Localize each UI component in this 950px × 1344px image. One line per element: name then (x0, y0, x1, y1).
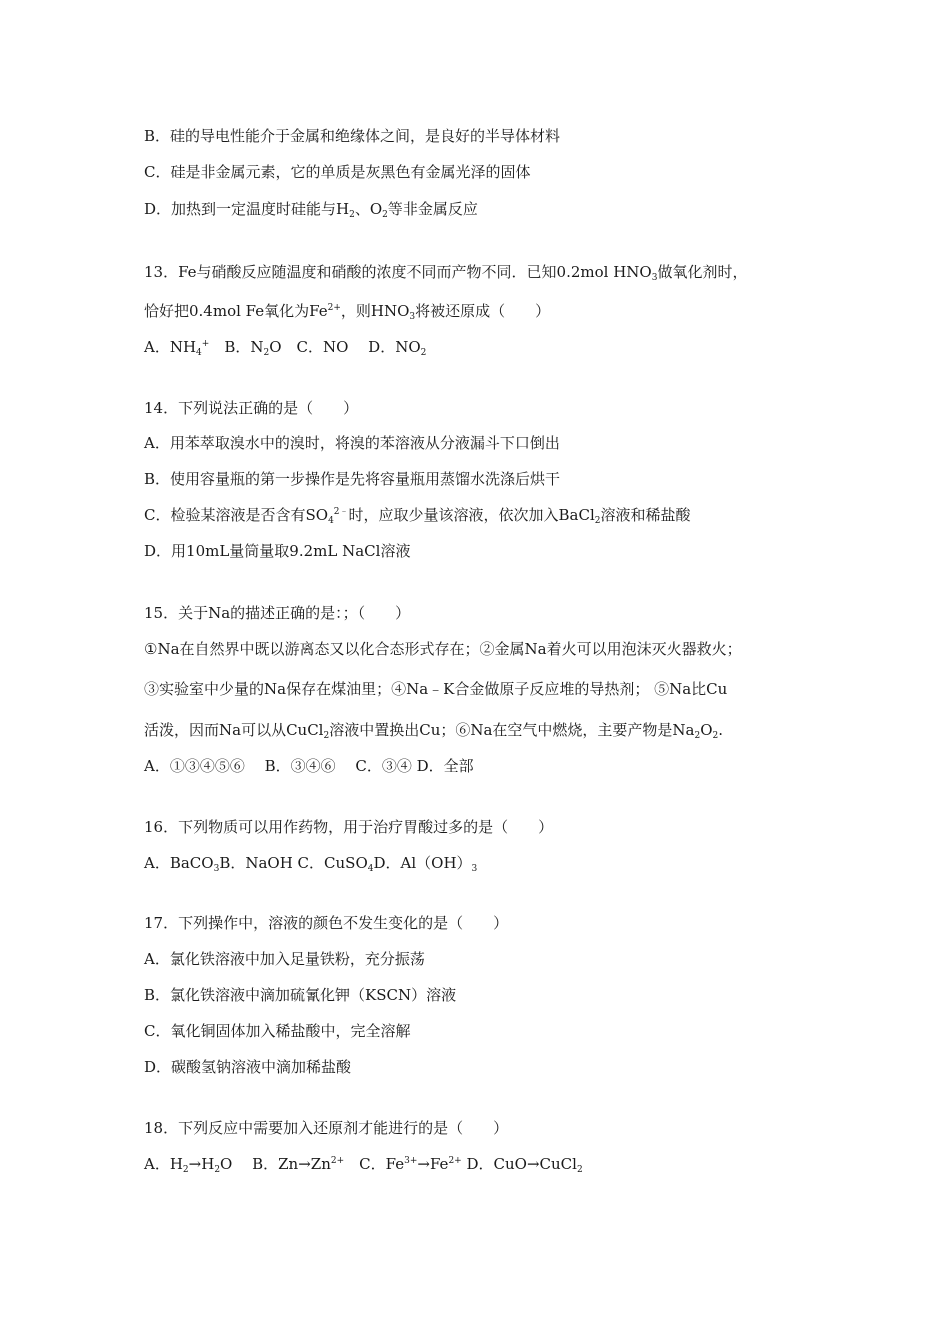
q15-statements-line3: 活泼，因而Na可以从CuCl$_2$溶液中置换出Cu；⑥Na在空气中燃烧，主要产物是$Na_2O_2$. (144, 721, 724, 741)
q14-option-a: A．用苯萃取溴水中的溴时，将溴的苯溶液从分液漏斗下口倒出 (144, 434, 560, 452)
q14-option-d: D．用10mL量筒量取9.2mL NaCl溶液 (144, 542, 411, 560)
q15-stem: 15．关于Na的描述正确的是：；（ ） (144, 604, 411, 622)
q18-stem: 18．下列反应中需要加入还原剂才能进行的是（ ） (144, 1119, 509, 1137)
q15-options: A．①③④⑤⑥ B．③④⑥ C．③④ D．全部 (144, 757, 474, 775)
q17-stem: 17．下列操作中，溶液的颜色不发生变化的是（ ） (144, 914, 509, 932)
q14-stem: 14．下列说法正确的是（ ） (144, 399, 359, 417)
q17-option-c: C．氧化铜固体加入稀盐酸中，完全溶解 (144, 1022, 411, 1040)
q13-stem-line2: 恰好把0.4mol Fe氧化为$Fe^{2+}$，则$HNO_3$将被还原成（ ） (144, 302, 551, 322)
q12-option-b: B．硅的导电性能介于金属和绝缘体之间，是良好的半导体材料 (144, 127, 561, 145)
q12-option-d: D．加热到一定温度时硅能与$H_2$、$O_2$等非金属反应 (144, 200, 478, 220)
q17-option-d: D．碳酸氢钠溶液中滴加稀盐酸 (144, 1058, 352, 1076)
q14-option-c: C．检验某溶液是否含有$SO_4^{2﹣}$时，应取少量该溶液，依次加入BaCl$_2$溶液和稀盐酸 (144, 506, 691, 526)
q15-statements-line2: ③实验室中少量的Na保存在煤油里；④Na﹣K合金做原子反应堆的导热剂； ⑤Na比Cu (144, 680, 728, 698)
q13-stem-line1: 13．Fe与硝酸反应随温度和硝酸的浓度不同而产物不同．已知0.2mol $HNO_3$做氧化剂时， (144, 263, 748, 283)
q16-options: A．BaCO$_3$B．NaOH C．CuSO$_4$D．$Al(OH)_3$ (144, 854, 478, 874)
q18-options: A．$H_2\to H_2O$ B．$Zn\to Zn^{2+}$ C．$Fe^{3+}\to Fe^{2+}$ D．CuO→CuCl$_2$ (144, 1155, 583, 1175)
q13-options: A．$NH_4^+$ B．$N_2O$ C．NO D．$NO_2$ (144, 338, 427, 358)
q17-option-b: B．氯化铁溶液中滴加硫氰化钾（KSCN）溶液 (144, 986, 457, 1004)
q12-option-c: C．硅是非金属元素，它的单质是灰黑色有金属光泽的固体 (144, 163, 531, 181)
q17-option-a: A．氯化铁溶液中加入足量铁粉，充分振荡 (144, 950, 425, 968)
q16-stem: 16．下列物质可以用作药物，用于治疗胃酸过多的是（ ） (144, 818, 554, 836)
q14-option-b: B．使用容量瓶的第一步操作是先将容量瓶用蒸馏水洗涤后烘干 (144, 470, 561, 488)
q15-statements-line1: ①Na在自然界中既以游离态又以化合态形式存在；②金属Na着火可以用泡沫灭火器救火； (144, 640, 742, 658)
